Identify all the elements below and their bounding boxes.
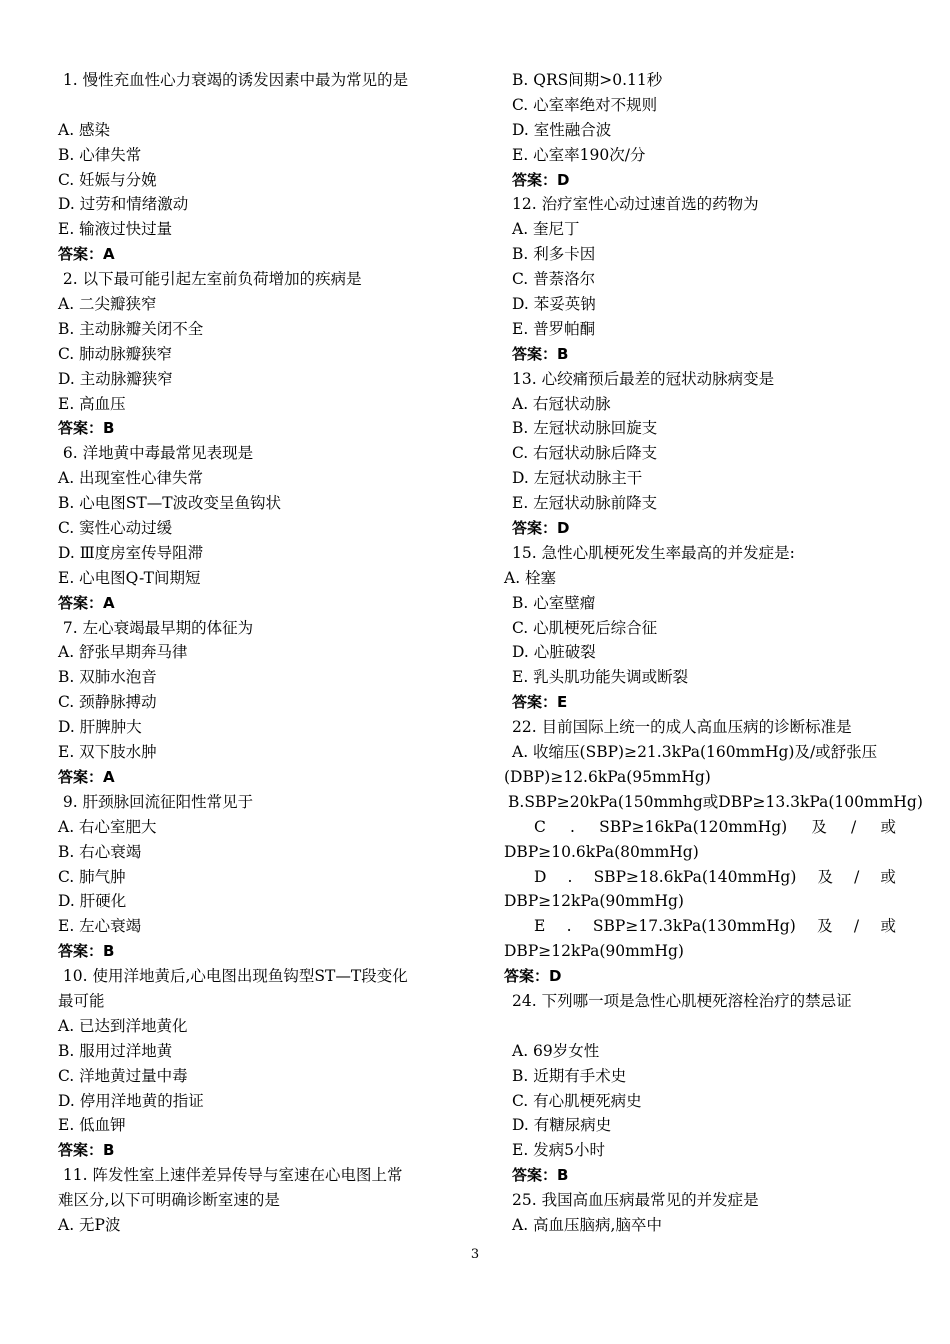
option-text: / (853, 917, 860, 936)
option: B.SBP≥20kPa(150mmhg或DBP≥13.3kPa(100mmHg) (508, 792, 923, 811)
option-text: / (851, 817, 857, 836)
answer: 答案：A (58, 593, 115, 612)
option: E. 普罗帕酮 (512, 319, 596, 338)
option: D. 左冠状动脉主干 (512, 469, 643, 488)
option-d (504, 865, 896, 890)
question-15-title: 15. 急性心肌梗死发生率最高的并发症是: (512, 543, 795, 562)
option-dot: . (566, 917, 572, 936)
question-12-title: 12. 治疗室性心动过速首选的药物为 (512, 195, 759, 214)
option: B. QRS间期>0.11秒 (512, 71, 663, 89)
option: D. 有糖尿病史 (512, 1116, 612, 1135)
option: C. 心肌梗死后综合征 (512, 618, 658, 637)
option: E. 输液过快过量 (58, 220, 173, 239)
option: E. 心电图Q-T间期短 (58, 568, 201, 587)
blank-line (58, 93, 458, 118)
option: C. 右冠状动脉后降支 (512, 444, 658, 463)
option-text: 及 (817, 867, 833, 886)
option-text: / (854, 867, 860, 886)
option: E. 左冠状动脉前降支 (512, 494, 658, 513)
answer: 答案：B (58, 419, 115, 438)
answer: 答案：B (58, 1141, 115, 1160)
option: B. 服用过洋地黄 (58, 1041, 173, 1060)
question-9-title: 9. 肝颈脉回流征阳性常见于 (58, 792, 254, 811)
option: C. 肺气肿 (58, 867, 126, 886)
option: A. 69岁女性 (512, 1041, 600, 1060)
question-2-title: 2. 以下最可能引起左室前负荷增加的疾病是 (58, 270, 362, 289)
option: E. 高血压 (58, 394, 126, 413)
option: A. 奎尼丁 (512, 220, 580, 239)
option: B. 利多卡因 (512, 245, 596, 264)
option: D. 停用洋地黄的指证 (58, 1091, 204, 1110)
option: C. 肺动脉瓣狭窄 (58, 344, 173, 363)
option: D. 肝脾肿大 (58, 718, 142, 737)
answer: 答案：A (58, 767, 115, 786)
option: C. 颈静脉搏动 (58, 693, 157, 712)
option: D. Ⅲ度房室传导阻滞 (58, 543, 204, 562)
option: C. 窦性心动过缓 (58, 519, 173, 538)
option: D. 室性融合波 (512, 120, 612, 139)
option: E. 心室率190次/分 (512, 145, 646, 164)
option: A. 收缩压(SBP)≥21.3kPa(160mmHg)及/或舒张压 (512, 743, 878, 762)
option-dot: . (570, 817, 575, 836)
option: D. 肝硬化 (58, 892, 127, 911)
option: E. 左心衰竭 (58, 917, 142, 936)
option: C. 有心肌梗死病史 (512, 1091, 642, 1110)
option: B. 心电图ST—T波改变呈鱼钩状 (58, 494, 282, 513)
option-text: SBP≥16kPa(120mmHg) (599, 817, 788, 836)
option: A. 出现室性心律失常 (58, 469, 204, 488)
option: D. 心脏破裂 (512, 643, 596, 662)
option-text: SBP≥18.6kPa(140mmHg) (593, 867, 797, 886)
question-22-title: 22. 目前国际上统一的成人高血压病的诊断标准是 (512, 718, 852, 737)
option-e (504, 914, 896, 939)
answer: 答案：D (504, 967, 562, 986)
option-letter: E (534, 917, 546, 936)
option: C. 普萘洛尔 (512, 270, 596, 289)
question-25-title: 25. 我国高血压病最常见的并发症是 (512, 1191, 759, 1210)
question-6-title: 6. 洋地黄中毒最常见表现是 (58, 444, 254, 463)
option: D. 苯妥英钠 (512, 295, 596, 314)
question-24-title: 24. 下列哪一项是急性心肌梗死溶栓治疗的禁忌证 (512, 991, 852, 1010)
option: B. 主动脉瓣关闭不全 (58, 319, 204, 338)
option: A. 二尖瓣狭窄 (58, 295, 157, 314)
page-number: 3 (470, 1247, 480, 1262)
option: A. 右心室肥大 (58, 817, 157, 836)
left-column (58, 68, 458, 1238)
option-text: SBP≥17.3kPa(130mmHg) (592, 917, 796, 936)
right-column (504, 68, 923, 1238)
answer: 答案：E (512, 693, 568, 712)
question-13-title: 13. 心绞痛预后最差的冠状动脉病变是 (512, 369, 775, 388)
question-1-title: 1. 慢性充血性心力衰竭的诱发因素中最为常见的是 (58, 71, 409, 89)
option-dot: . (567, 867, 573, 886)
option: A. 无P波 (58, 1215, 121, 1234)
option: C. 妊娠与分娩 (58, 170, 157, 189)
option: E. 低血钾 (58, 1116, 126, 1135)
option: E. 双下肢水肿 (58, 743, 157, 762)
option: D. 主动脉瓣狭窄 (58, 369, 173, 388)
option-cont: DBP≥12kPa(90mmHg) (504, 942, 684, 961)
answer: 答案：B (512, 1166, 569, 1185)
answer: 答案：D (512, 170, 570, 189)
option-cont: DBP≥10.6kPa(80mmHg) (504, 842, 699, 861)
option-text: 及 (811, 817, 827, 836)
blank-line (504, 1014, 896, 1039)
option-text: 及 (817, 917, 833, 936)
question-11-title: 11. 阵发性室上速伴差异传导与室速在心电图上常 (58, 1166, 403, 1185)
answer: 答案：B (512, 344, 569, 363)
option-cont: DBP≥12kPa(90mmHg) (504, 892, 684, 911)
option: A. 已达到洋地黄化 (58, 1016, 188, 1035)
option: A. 舒张早期奔马律 (58, 643, 188, 662)
option-text: 或 (880, 917, 896, 936)
answer: 答案：B (58, 942, 115, 961)
option: B. 近期有手术史 (512, 1066, 627, 1085)
option: B. 心室壁瘤 (512, 593, 596, 612)
option: C. 心室率绝对不规则 (512, 95, 658, 114)
option: B. 双肺水泡音 (58, 668, 157, 687)
option: E. 发病5小时 (512, 1141, 606, 1160)
answer: 答案：D (512, 519, 570, 538)
option: B. 左冠状动脉回旋支 (512, 419, 658, 438)
option-text: 或 (880, 817, 896, 836)
option: C. 洋地黄过量中毒 (58, 1066, 188, 1085)
option: A. 高血压脑病,脑卒中 (512, 1215, 662, 1234)
option: B. 心律失常 (58, 145, 142, 164)
option: A. 右冠状动脉 (512, 394, 611, 413)
option: B. 右心衰竭 (58, 842, 142, 861)
option: A. 感染 (58, 120, 111, 139)
question-11-title-cont: 难区分,以下可明确诊断室速的是 (58, 1191, 280, 1210)
option: D. 过劳和情绪激动 (58, 195, 189, 214)
question-10-title: 10. 使用洋地黄后,心电图出现鱼钩型ST—T段变化 (58, 967, 408, 986)
question-7-title: 7. 左心衰竭最早期的体征为 (58, 618, 254, 637)
question-10-title-cont: 最可能 (58, 991, 105, 1010)
option: E. 乳头肌功能失调或断裂 (512, 668, 689, 687)
option-cont: (DBP)≥12.6kPa(95mmHg) (504, 767, 711, 786)
answer: 答案：A (58, 245, 115, 264)
option-letter: D (534, 867, 547, 886)
option: A. 栓塞 (504, 568, 557, 587)
option-letter: C (534, 817, 546, 836)
option-c (504, 815, 896, 840)
option-text: 或 (880, 867, 896, 886)
